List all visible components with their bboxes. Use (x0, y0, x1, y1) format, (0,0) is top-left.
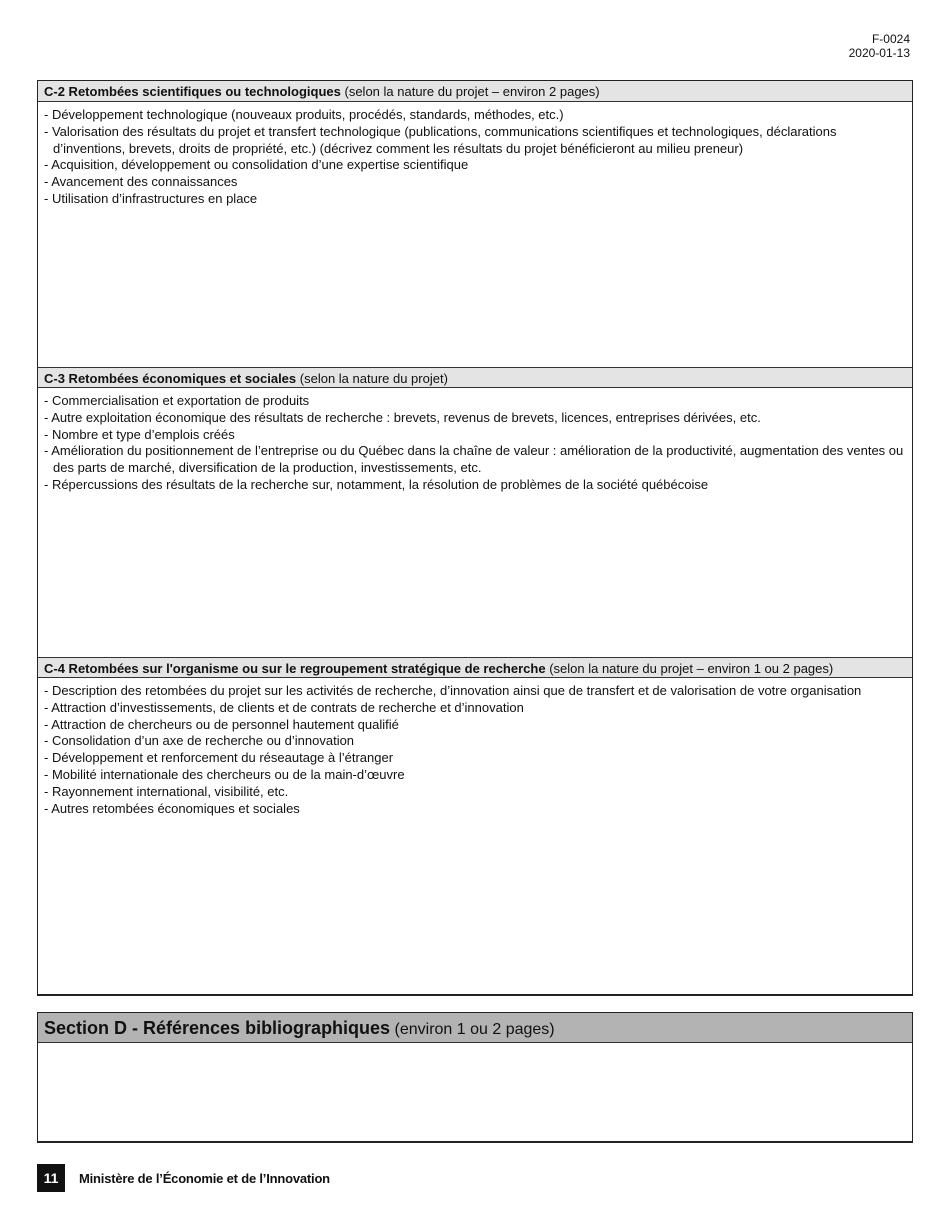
list-item: - Développement technologique (nouveaux produits, procédés, standards, méthodes, etc.) (44, 107, 564, 122)
list-item: - Autres retombées économiques et sociales (44, 800, 300, 816)
section-c4-title: C-4 Retombées sur l'organisme ou sur le regroupement stratégique de recherche (44, 661, 546, 676)
section-c2 (38, 81, 912, 367)
form-date: 2020-01-13 (848, 46, 910, 60)
section-d-title: Section D - Références bibliographiques (44, 1018, 391, 1038)
section-c2-title: C-2 Retombées scientifiques ou technologiques (44, 84, 341, 99)
section-c3-list (38, 388, 912, 494)
list-item: - Autre exploitation économique des résultats de recherche : brevets, revenus de brevets, licences, entreprises dérivées, etc. (44, 409, 761, 425)
section-c4-header (38, 657, 912, 678)
list-item: - Rayonnement international, visibilité, etc. (44, 783, 289, 799)
list-item: - Avancement des connaissances (44, 174, 238, 190)
list-item: - Attraction d’investissements, de clients et de contrats de recherche et d’innovation (44, 699, 524, 715)
section-c2-list (38, 102, 912, 208)
page-number: 11 (37, 1164, 65, 1192)
section-c3 (38, 367, 912, 657)
form-code (849, 32, 910, 60)
section-d-box (37, 1012, 913, 1143)
list-item: - Développement et renforcement du réseautage à l’étranger (44, 750, 394, 766)
list-item: - Répercussions des résultats de la recherche sur, notamment, la résolution de problèmes de la société québécoise (44, 476, 709, 492)
list-item: - Valorisation des résultats du projet et transfert technologique (publications, communications scientifiques et technologiques, déclarations d’inventions, brevets, droits de propriété, etc.) (décrivez comment les résultats du projet bénéficieront au milieu preneur) (44, 123, 837, 156)
list-item: - Utilisation d’infrastructures en place (44, 190, 258, 206)
list-item: - Amélioration du positionnement de l’entreprise ou du Québec dans la chaîne de valeur : amélioration de la productivité, augmentation des ventes ou des parts de marché, diversification de la production, investissements, etc. (44, 443, 904, 476)
section-c4-note: (selon la nature du projet – environ 1 ou 2 pages) (545, 661, 834, 676)
section-c-box (37, 80, 913, 996)
section-c3-header (38, 367, 912, 388)
section-c3-note: (selon la nature du projet) (296, 371, 448, 386)
list-item: - Nombre et type d’emplois créés (44, 426, 235, 442)
section-c2-note: (selon la nature du projet – environ 2 pages) (340, 84, 600, 99)
list-item: - Mobilité internationale des chercheurs ou de la main-d’œuvre (44, 766, 405, 782)
section-c2-header (38, 81, 912, 102)
list-item: - Attraction de chercheurs ou de personnel hautement qualifié (44, 716, 399, 732)
section-c4 (38, 657, 912, 995)
page-footer (37, 1164, 330, 1192)
list-item: - Description des retombées du projet sur les activités de recherche, d’innovation ainsi que de transfert et de valorisation de votre organisation (44, 683, 862, 698)
list-item: - Consolidation d’un axe de recherche ou d’innovation (44, 733, 355, 749)
list-item: - Acquisition, développement ou consolidation d’une expertise scientifique (44, 157, 469, 173)
ministry-name: Ministère de l’Économie et de l’Innovation (79, 1170, 330, 1186)
section-d-note: (environ 1 ou 2 pages) (390, 1021, 555, 1038)
list-item: - Commercialisation et exportation de produits (44, 393, 310, 408)
form-number: F-0024 (871, 32, 910, 46)
section-c4-list (38, 678, 912, 817)
section-c3-title: C-3 Retombées économiques et sociales (44, 371, 297, 386)
section-d-header (38, 1013, 912, 1043)
